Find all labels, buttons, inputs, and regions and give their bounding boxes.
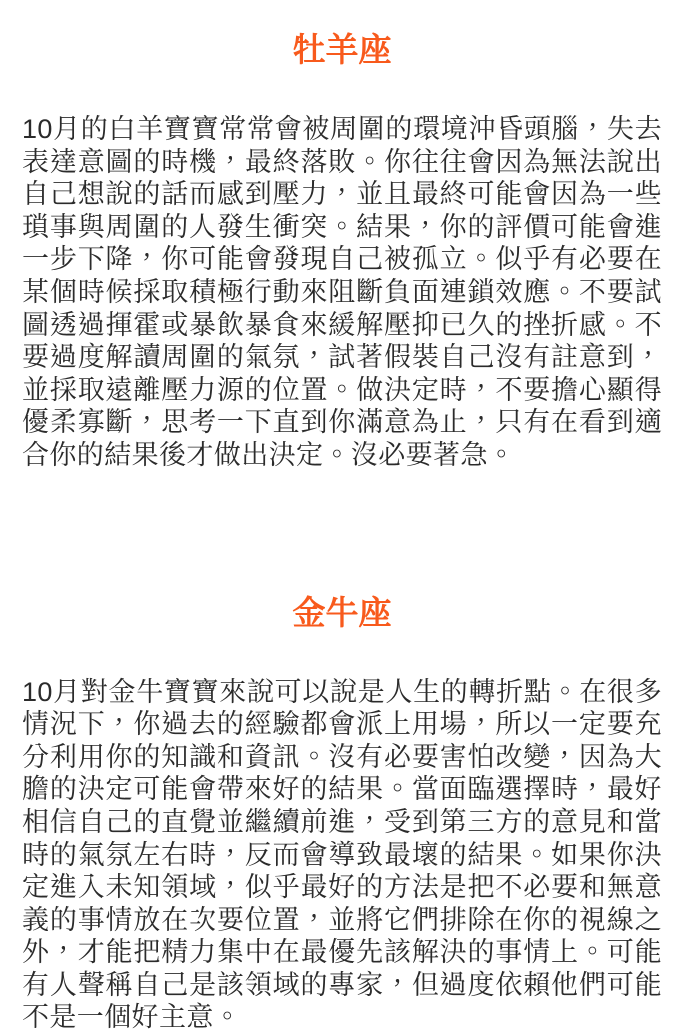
aries-section-title: 牡羊座 — [292, 31, 392, 68]
taurus-section-paragraph: 10月對金牛寶寶來說可以說是人生的轉折點。在很多情況下，你過去的經驗都會派上用場，所以一定要充分利用你的知識和資訊。沒有必要害怕改變，因為大膽的決定可能會帶來好的結果。當面臨選擇時，最好相信自己的直覺並繼續前進，受到第三方的意見和當時的氣氛左右時，反而會導致最壞的結果。如果你決定進入未知領域，似乎最好的方法是把不必要和無意義的事情放在次要位置，並將它們排除在你的視線之外，才能把精力集中在最優先該解決的事情上。可能有人聲稱自己是該領域的專家，但過度依賴他們可能不是一個好主意。 — [22, 676, 662, 1033]
taurus-section-title: 金牛座 — [292, 593, 392, 631]
aries-section-paragraph: 10月的白羊寶寶常常會被周圍的環境沖昏頭腦，失去表達意圖的時機，最終落敗。你往往會因為無法說出自己想說的話而感到壓力，並且最終可能會因為一些瑣事與周圍的人發生衝突。結果，你的評價可能會進一步下降，你可能會發現自己被孤立。似乎有必要在某個時候採取積極行動來阻斷負面連鎖效應。不要試圖透過揮霍或暴飲暴食來緩解壓抑已久的挫折感。不要過度解讀周圍的氣氛，試著假裝自己沒有註意到，並採取遠離壓力源的位置。做決定時，不要擔心顯得優柔寡斷，思考一下直到你滿意為止，只有在看到適合你的結果後才做出決定。沒必要著急。 — [22, 114, 662, 470]
